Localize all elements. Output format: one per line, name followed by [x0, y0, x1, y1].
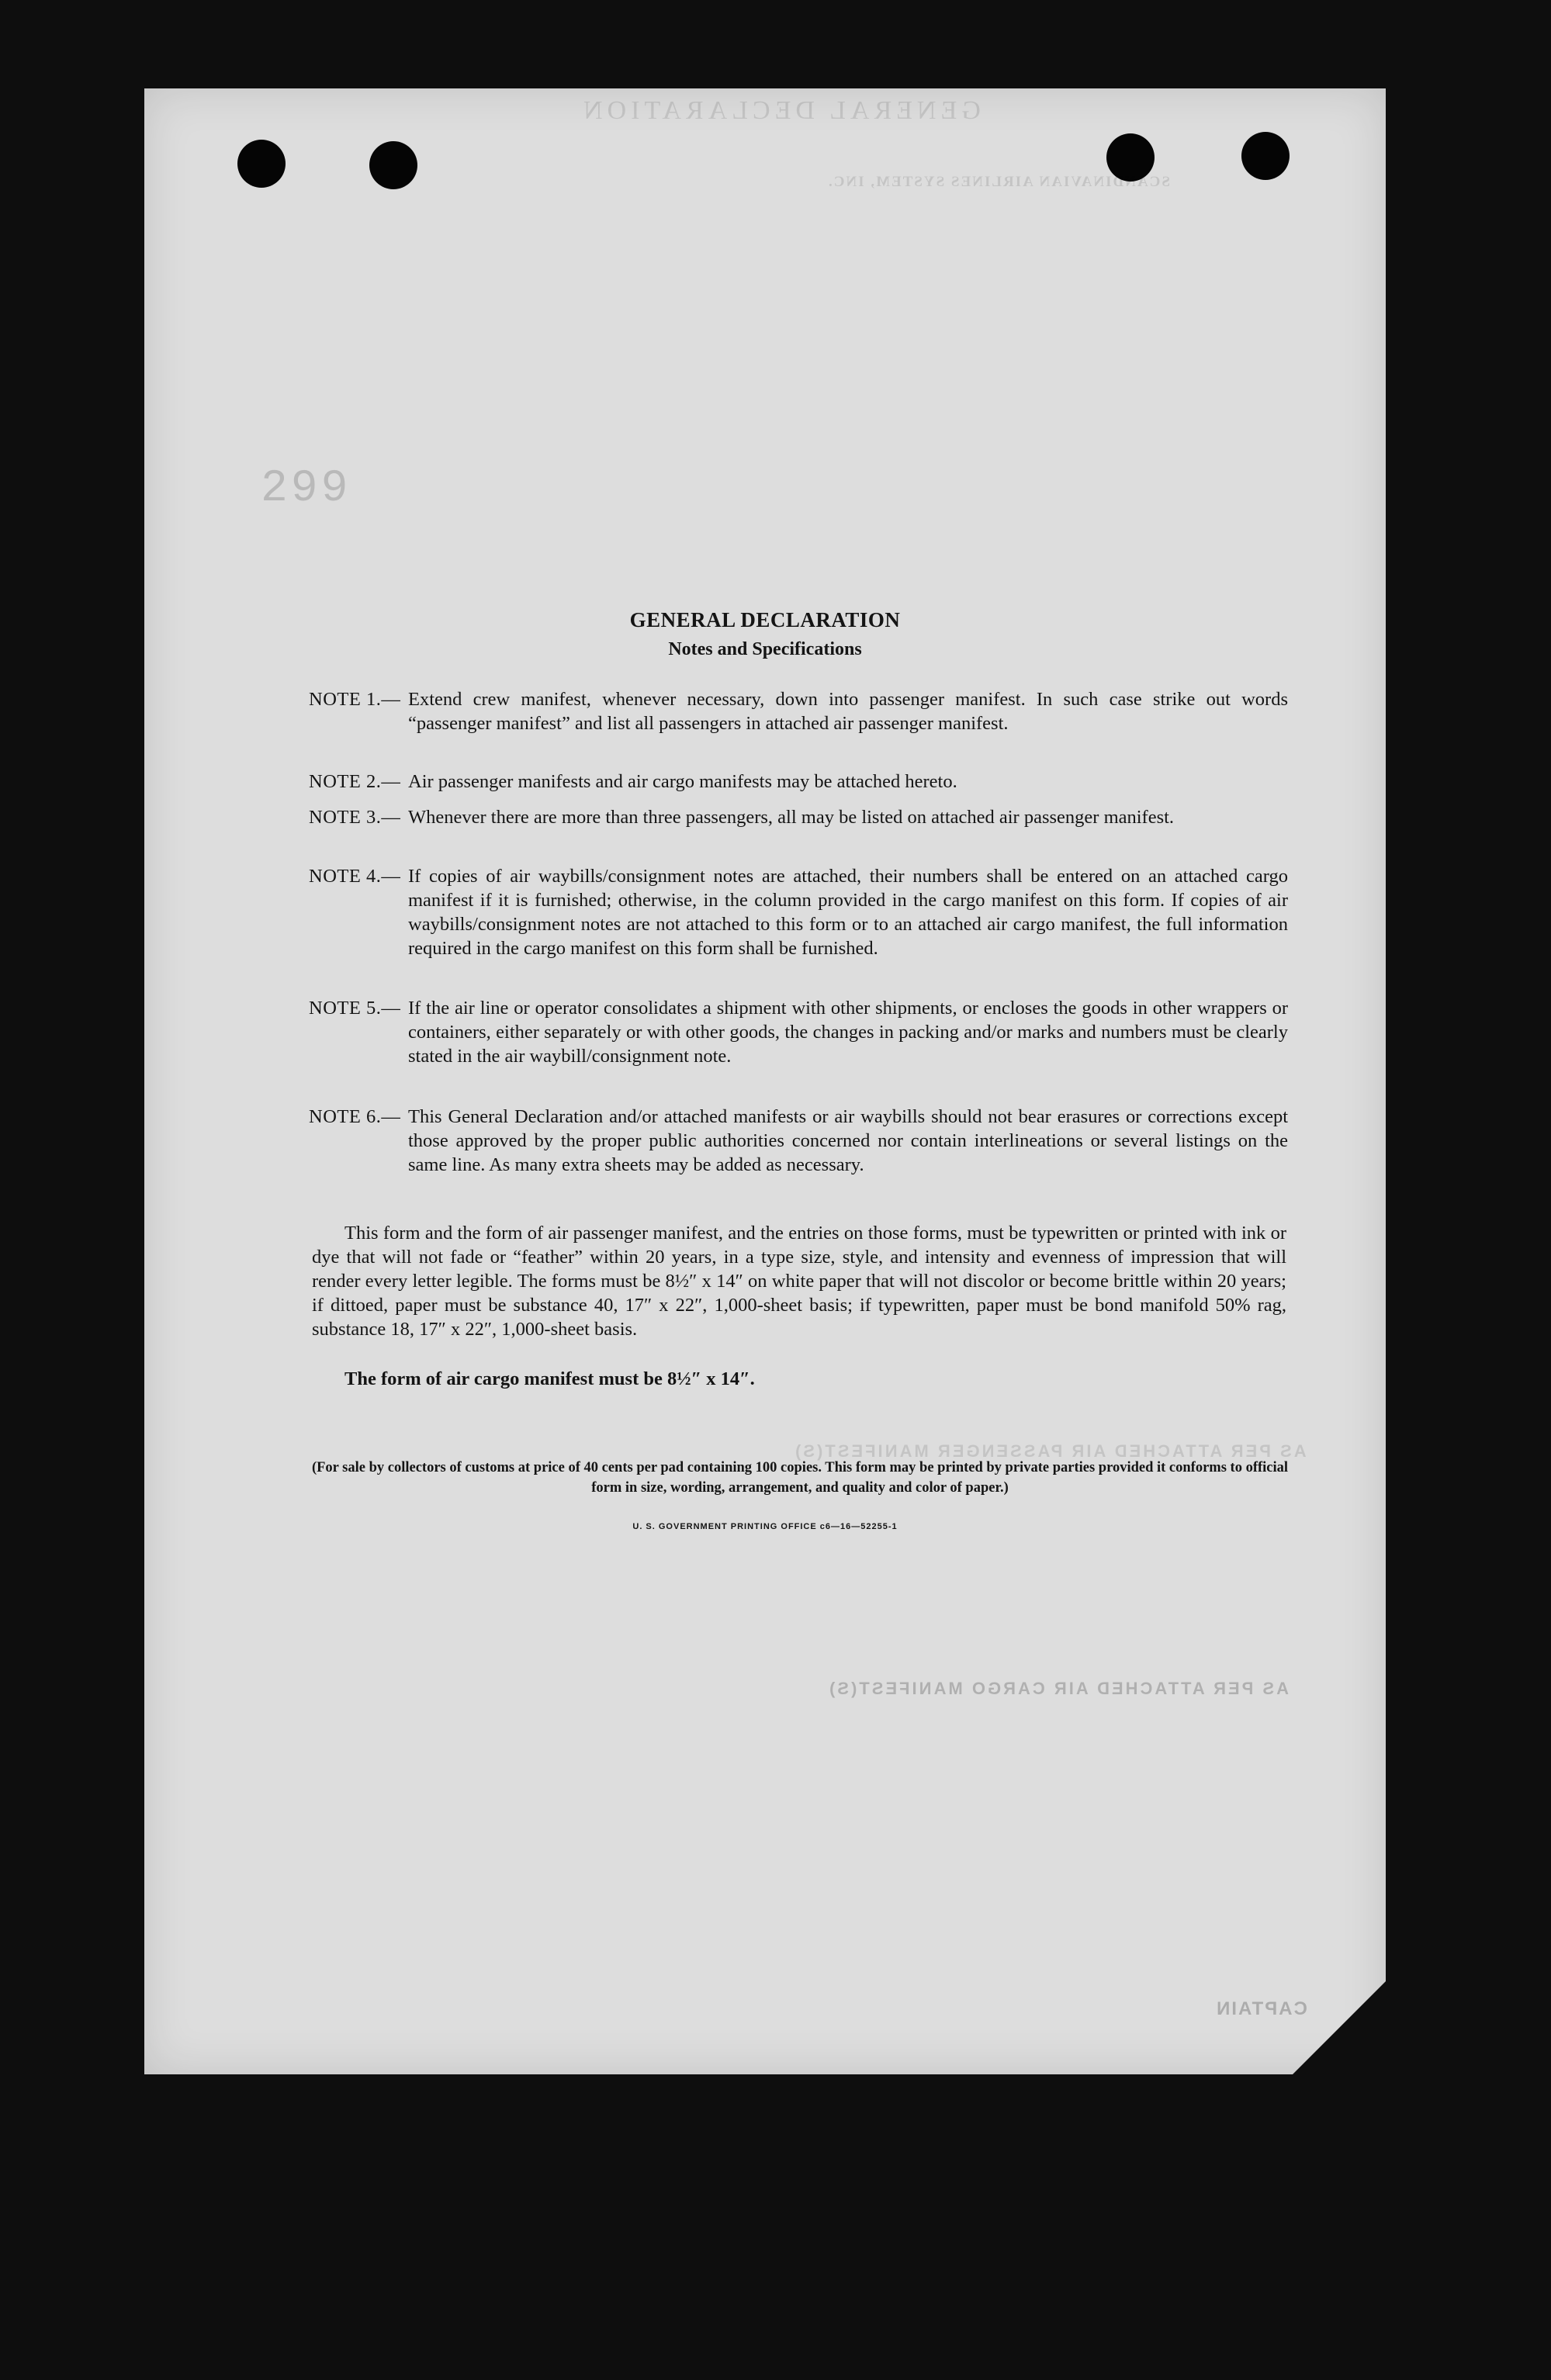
- note-3: [309, 805, 1288, 829]
- bleedthrough-stamp-number: 299: [261, 464, 351, 514]
- bleedthrough-cargo-manifest: AS PER ATTACHED AIR CARGO MANIFEST(S): [827, 1679, 1289, 1698]
- note-text: If copies of air waybills/consignment notes are attached, their numbers shall be entered on an attached cargo manifest if it is furnished; otherwise, in the column provided in the cargo manifest on this form. If copies of air waybills/consignment notes are not attached to this form or to an attached air cargo manifest, the full information required in the cargo manifest on this form shall be furnished.: [408, 866, 1288, 959]
- bleedthrough-header: GENERAL DECLARATION: [579, 96, 981, 125]
- note-text: This General Declaration and/or attached manifests or air waybills should not bear erasures or corrections except those approved by the proper public authorities concerned nor contain interlineations or several listings on the same line. As many extra sheets may be added as necessary.: [408, 1106, 1288, 1175]
- punch-hole: [237, 140, 286, 188]
- note-text: Air passenger manifests and air cargo manifests may be attached hereto.: [408, 771, 957, 792]
- note-label: NOTE 2.—: [309, 771, 401, 792]
- bleedthrough-captain: CAPTAIN: [1215, 1998, 1307, 2019]
- note-label: NOTE 1.—: [309, 689, 401, 710]
- note-label: NOTE 6.—: [309, 1106, 401, 1127]
- bleedthrough-passenger-manifest: AS PER ATTACHED AIR PASSENGER MANIFEST(S): [793, 1441, 1307, 1461]
- punch-hole: [369, 141, 417, 189]
- form-specification: This form and the form of air passenger manifest, and the entries on those forms, must be typewritten or printed with ink or dye that will not fade or “feather” within 20 years, in a type size, style, and intensity and evenness of impression that will render every letter legible. The forms must be 8½″ x 14″ on white paper that will not discolor or become brittle within 20 years; if dittoed, paper must be substance 40, 17″ x 22″, 1,000-sheet basis; if typewritten, paper must be bond manifold 50% rag, substance 18, 17″ x 22″, 1,000-sheet basis.: [312, 1223, 1286, 1340]
- sale-note: (For sale by collectors of customs at price of 40 cents per pad containing 100 copies. This form may be printed by private parties provided it conforms to official form in size, wording, arrangement, and quality and color of paper.): [311, 1460, 1289, 1496]
- punch-hole: [1241, 132, 1290, 180]
- note-label: NOTE 5.—: [309, 998, 401, 1019]
- note-label: NOTE 4.—: [309, 866, 401, 887]
- note-6: [309, 1105, 1288, 1177]
- document-sheet: [144, 88, 1386, 2074]
- note-text: Extend crew manifest, whenever necessary, down into passenger manifest. In such case strike out words “passenger manifest” and list all passengers in attached air passenger manifest.: [408, 689, 1288, 734]
- note-2: [309, 770, 1288, 794]
- note-5: [309, 996, 1288, 1068]
- note-text: If the air line or operator consolidates a shipment with other shipments, or encloses the goods in other wrappers or containers, either separately or with other goods, the changes in packing and/or marks and numbers must be clearly stated in the air waybill/consignment note.: [408, 998, 1288, 1067]
- page-title: GENERAL DECLARATION: [629, 608, 901, 631]
- note-4: [309, 864, 1288, 960]
- bleedthrough-airline: SCANDINAVIAN AIRLINES SYSTEM, INC.: [827, 174, 1170, 190]
- note-1: [309, 687, 1288, 735]
- page-subtitle: Notes and Specifications: [668, 639, 862, 659]
- note-label: NOTE 3.—: [309, 807, 401, 828]
- cargo-form-specification: The form of air cargo manifest must be 8½″ x 14″.: [344, 1368, 755, 1389]
- printer-imprint: U. S. GOVERNMENT PRINTING OFFICE c6—16—52255-1: [632, 1522, 898, 1531]
- torn-corner: [1293, 1981, 1386, 2074]
- note-text: Whenever there are more than three passengers, all may be listed on attached air passenger manifest.: [408, 807, 1175, 828]
